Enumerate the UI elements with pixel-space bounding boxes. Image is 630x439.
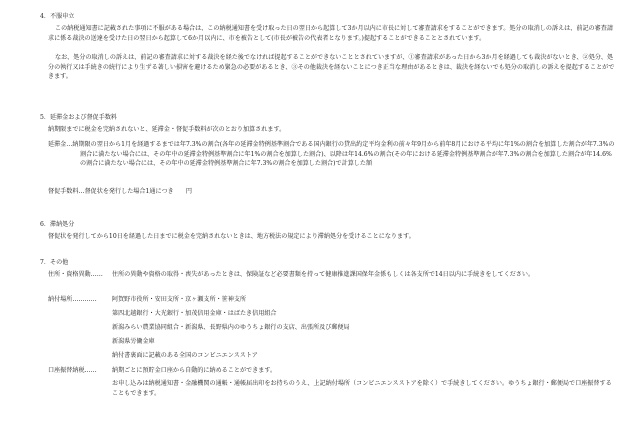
reminder-fee: 督促手数料…督促状を発行した場合1通につき 円 bbox=[48, 188, 192, 195]
section-appeal bbox=[40, 12, 620, 118]
payment-place: 第四北越銀行・大光銀行・加茂信用金庫・はばたき信用組合 bbox=[112, 310, 277, 317]
section-heading: 4．不服申立 bbox=[40, 13, 75, 20]
payment-place: 新潟みらい農業協同組合・新潟県、長野県内のゆうちょ銀行の支店、出張所及び郵便局 bbox=[112, 324, 350, 331]
late-fee-detail: 延滞金…納期限の翌日から1月を経過するまでは年7.3%の割合(各年の延滞金特例基準割合である国内銀行の貸出約定平均金利の前々年9月から前年8月における平均に年1%の割合を加算した割合が年7.3%の割合に満たない場合には、その年中の延滞金特例基準割合に年1%の割合を加算した割合)、以降は年14.6%の割合(その年における延滞金特例基準割合が年7.3%の割合を加算した割合が年14.6%の割合に満たない場合には、その年中の延滞金特例基準割合に年7.3%の割合を加算した割合)で計算した額 bbox=[48, 141, 615, 168]
appeal-paragraph-1: この納税通知書に記載された事項に不服がある場合は、この納税通知書を受け取った日の翌日から起算して3か月以内に市長に対して審査請求をすることができます。処分の取消しの訴えは、前記の審査請求に係る裁決の送達を受けた日の翌日から起算して6か月以内に、市を被告として(市長が被告の代表者となります。)提起することができることとされています。 bbox=[48, 25, 613, 42]
payment-places-label: 納付場所………… bbox=[48, 296, 97, 303]
payment-place: 納付書裏面に記載のある全国のコンビニエンスストア bbox=[112, 352, 258, 359]
account-transfer-line: 納期ごとに預貯金口座から自動的に納めることができます。 bbox=[112, 367, 277, 374]
address-change-label: 住所・資格異動…… bbox=[48, 271, 103, 278]
payment-place: 阿賀野市役所・安田支所・京ヶ瀬支所・笹神支所 bbox=[112, 296, 247, 303]
late-fee-intro: 納期限までに税金を完納されないと、延滞金・督促手数料が次のとおり加算されます。 bbox=[48, 126, 286, 133]
section-heading: 7．その他 bbox=[40, 259, 69, 266]
account-transfer-label: 口座振替納税…… bbox=[48, 367, 97, 374]
section-late-fee bbox=[40, 113, 620, 211]
section-heading: 6．滞納処分 bbox=[40, 221, 75, 228]
section-other bbox=[40, 258, 620, 408]
delinquency-body: 督促状を発行してから10日を経過した日までに税金を完納されないときは、地方税法の規定により滞納処分を受けることになります。 bbox=[48, 233, 415, 240]
payment-place: 新潟県労働金庫 bbox=[112, 338, 155, 345]
address-change-body: 住所の異動や資格の取得・喪失があったときは、保険証など必要書類を持って健康推進課国保年金係もしくは各支所で14日以内に手続きをしてください。 bbox=[112, 271, 535, 278]
appeal-paragraph-2: なお、処分の取消しの訴えは、前記の審査請求に対する裁決を経た後でなければ提起することができないこととされていますが、①審査請求があった日から3か月を経過しても裁決がないとき、②処分、処分の執行又は手続きの続行により生ずる著しい損害を避けるため緊急の必要があるとき、③その他裁決を経ないことにつき正当な理由があるときは、裁決を経ないでも処分の取消しの訴えを提起することができます。 bbox=[48, 54, 615, 81]
account-transfer-line: お申し込みは納税通知書・金融機関の通帳・通帳届出印をお持ちのうえ、上記納付場所（コンビニエンスストアを除く）で手続きしてください。ゆうちょ銀行・郵便局で口座振替することもできます。 bbox=[112, 380, 612, 397]
section-delinquency bbox=[40, 220, 620, 250]
section-heading: 5．延滞金および督促手数料 bbox=[40, 114, 118, 121]
